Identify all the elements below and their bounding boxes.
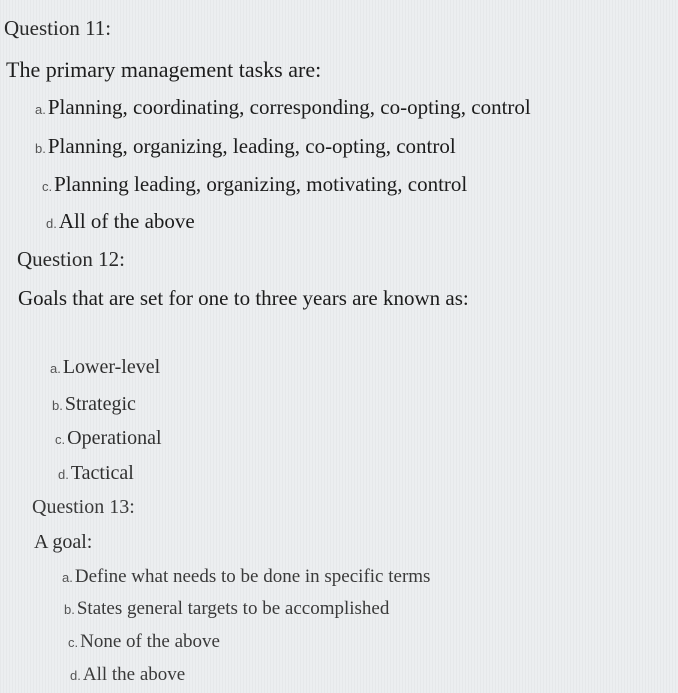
- question-11-option-b[interactable]: [35, 134, 456, 159]
- option-text: Planning leading, organizing, motivating, control: [54, 172, 468, 196]
- question-13-option-c[interactable]: [68, 631, 220, 653]
- question-12-option-b[interactable]: [52, 393, 136, 416]
- option-text: All of the above: [58, 209, 195, 233]
- option-letter: a.: [35, 102, 46, 117]
- question-13-option-a[interactable]: [62, 566, 430, 588]
- question-12-stem: Goals that are set for one to three years are known as:: [18, 286, 469, 310]
- option-text: Planning, coordinating, corresponding, co-opting, control: [47, 95, 531, 119]
- option-letter: c.: [55, 432, 66, 447]
- question-11-option-a[interactable]: [35, 95, 531, 120]
- question-11-title: Question 11:: [4, 16, 112, 40]
- option-letter: c.: [42, 179, 53, 194]
- option-text: None of the above: [80, 631, 220, 652]
- option-letter: d.: [58, 467, 69, 482]
- question-13-stem: A goal:: [34, 531, 93, 553]
- question-12-option-d[interactable]: [58, 462, 134, 485]
- option-text: Tactical: [70, 462, 134, 484]
- option-text: Operational: [67, 427, 162, 449]
- question-12-title: Question 12:: [17, 247, 125, 271]
- question-13-title: Question 13:: [32, 496, 135, 518]
- option-letter: a.: [50, 361, 61, 376]
- option-letter: a.: [62, 570, 73, 585]
- question-11-option-d[interactable]: [46, 209, 195, 234]
- question-11-option-c[interactable]: [42, 172, 467, 197]
- option-letter: b.: [64, 602, 75, 617]
- option-letter: b.: [52, 398, 63, 413]
- option-letter: c.: [68, 635, 79, 650]
- option-text: Planning, organizing, leading, co-opting, control: [47, 134, 456, 158]
- question-13-option-b[interactable]: [64, 598, 389, 620]
- option-text: Lower-level: [62, 356, 161, 378]
- option-letter: d.: [70, 668, 81, 683]
- option-text: All the above: [82, 664, 186, 685]
- question-12-option-a[interactable]: [50, 356, 160, 379]
- option-letter: b.: [35, 141, 46, 156]
- question-11-stem: The primary management tasks are:: [6, 57, 322, 82]
- option-text: Strategic: [64, 393, 136, 415]
- option-text: Define what needs to be done in specific terms: [74, 566, 431, 587]
- question-12-option-c[interactable]: [55, 427, 162, 450]
- option-text: States general targets to be accomplished: [76, 598, 390, 619]
- option-letter: d.: [46, 216, 57, 231]
- question-13-option-d[interactable]: [70, 664, 185, 686]
